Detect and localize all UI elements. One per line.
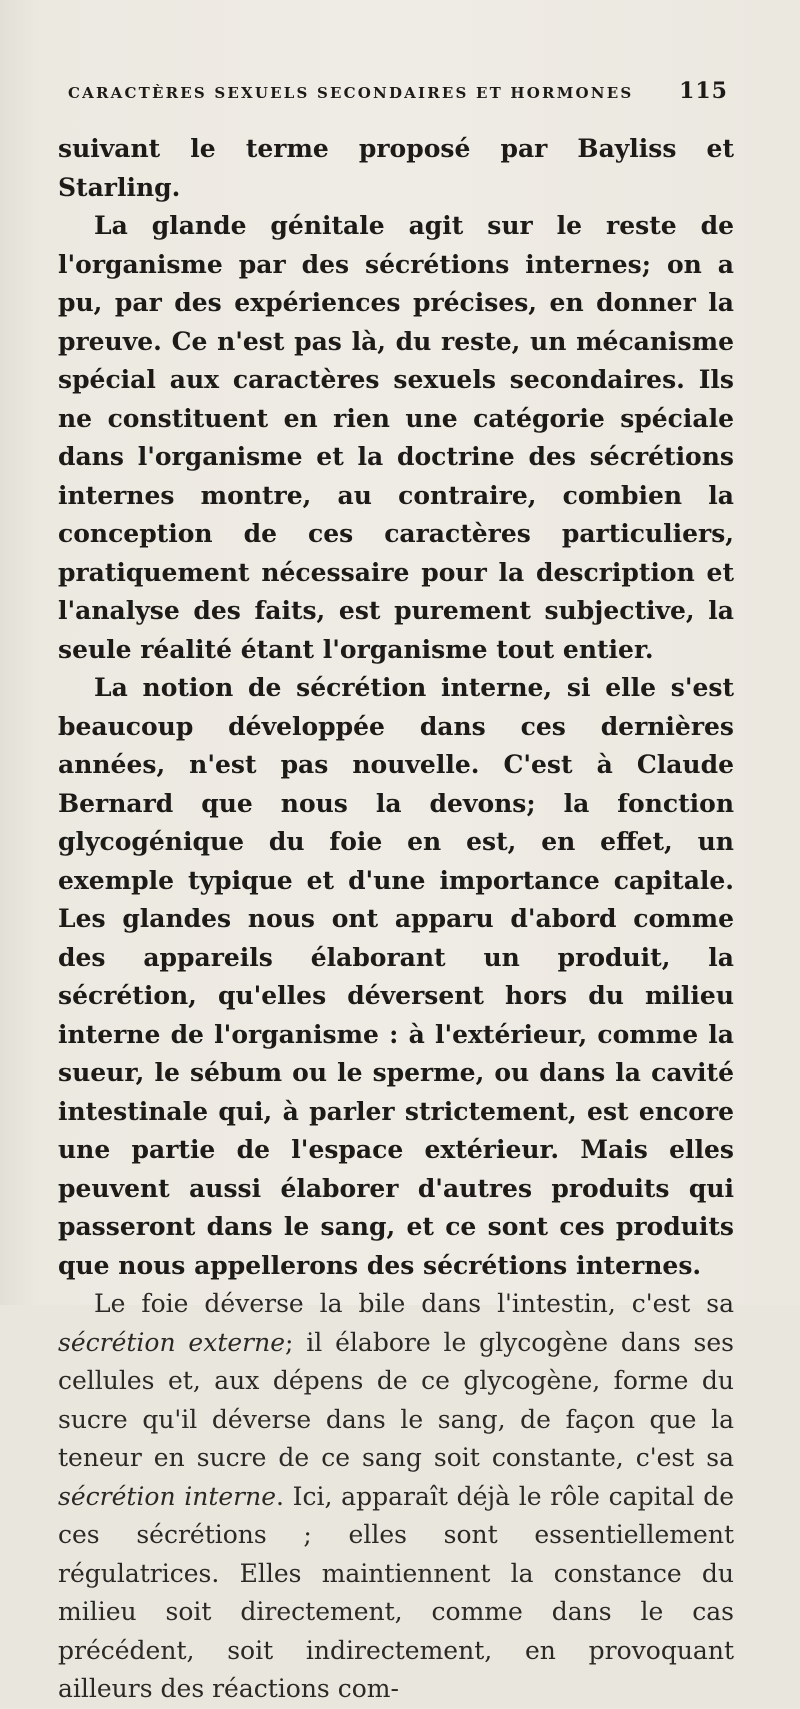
paragraph-foie [58, 1285, 734, 1709]
running-title: CARACTÈRES SEXUELS SECONDAIRES ET HORMONES [68, 84, 634, 102]
paragraph-text-segment: ; il élabore le glycogène dans ses cellules et, aux dépens de ce glycogène, forme du sucre qu'il déverse dans le sang, de façon que la teneur en sucre de ce sang soit constante, c'est sa [58, 1327, 734, 1472]
emphasis-secretion-interne: sécrétion interne [58, 1481, 277, 1511]
paragraph-glande-genitale: La glande génitale agit sur le reste de l'organisme par des sécrétions internes; on a pu, par des expériences précises, en donner la preuve. Ce n'est pas là, du reste, un mécanisme spécial aux caractères sexuels secondaires. Ils ne constituent en rien une catégorie spéciale dans l'organisme et la doctrine des sécrétions internes montre, au contraire, combien la conception de ces caractères particuliers, pratiquement nécessaire pour la description et l'analyse des faits, est purement subjective, la seule réalité étant l'organisme tout entier. [58, 211, 734, 664]
paragraph-continuation: suivant le terme proposé par Bayliss et Starling. [58, 134, 734, 202]
paragraph-notion-secretion: La notion de sécrétion interne, si elle s'est beaucoup développée dans ces dernières années, n'est pas nouvelle. C'est à Claude Bernard que nous la devons; la fonction glycogénique du foie en est, en effet, un exemple typique et d'une importance capitale. Les glandes nous ont apparu d'abord comme des appareils élaborant un produit, la sécrétion, qu'elles déversent hors du milieu interne de l'organisme : à l'extérieur, comme la sueur, le sébum ou le sperme, ou dans la cavité intestinale qui, à parler strictement, est encore une partie de l'espace extérieur. Mais elles peuvent aussi élaborer d'autres produits qui passeront dans le sang, et ce sont ces produits que nous appellerons des sécrétions internes. [58, 673, 734, 1280]
page-number: 115 [679, 78, 728, 104]
paragraph-text-segment: . Ici, apparaît déjà le rôle capital de ces sécrétions ; elles sont essentiellement régulatrices. Elles maintiennent la constance du milieu soit directement, comme dans le cas précédent, soit indirectement, en provoquant ailleurs des réactions com- [58, 1481, 734, 1703]
emphasis-secretion-externe: sécrétion externe [58, 1327, 286, 1357]
body-text [58, 130, 734, 1709]
running-head [68, 78, 728, 104]
paragraph-text-segment: Le foie déverse la bile dans l'intestin, c'est sa [94, 1289, 734, 1318]
